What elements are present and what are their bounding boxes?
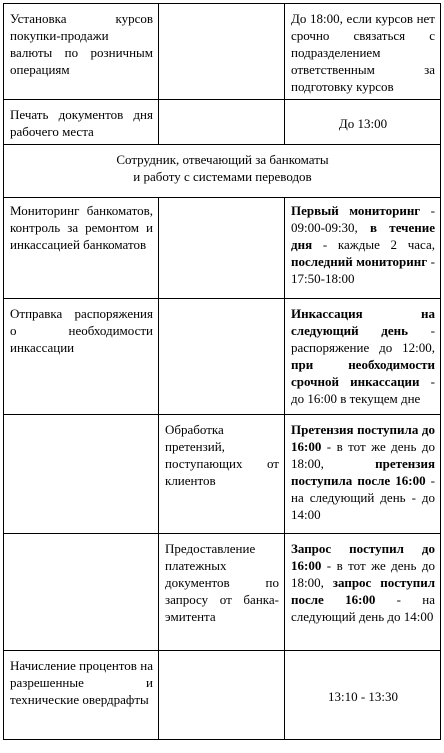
time-cell: 13:10 - 13:30 (285, 651, 441, 740)
subtask-cell: Обработка претензий, поступающих от клиентов (159, 415, 285, 534)
table-row (4, 534, 441, 651)
time-text: - на следующий день до 14:00 (291, 592, 435, 624)
time-emphasis: Запрос поступил до 16:00 (291, 541, 435, 573)
time-text: - 17:50-18:00 (291, 254, 435, 286)
subtask-cell (159, 299, 285, 415)
table-row (4, 4, 441, 100)
task-cell: Печать документов дня рабочего места (4, 100, 159, 145)
table-row (4, 651, 441, 740)
section-header-line: Сотрудник, отвечающий за банкоматы (116, 152, 329, 167)
task-cell: Отправка распоряжения о необходимости инкассации (4, 299, 159, 415)
time-cell (285, 534, 441, 651)
subtask-cell (159, 100, 285, 145)
task-cell (4, 415, 159, 534)
table-row (4, 100, 441, 145)
time-emphasis: претензия поступила после 16:00 (291, 456, 435, 488)
time-emphasis: Инкассация на следующий день (291, 306, 435, 338)
time-text: - каждые 2 часа, (312, 237, 435, 252)
schedule-table (3, 3, 441, 740)
table-row (4, 198, 441, 299)
table-row (4, 415, 441, 534)
time-emphasis: Первый мониторинг (291, 203, 421, 218)
task-cell: Установка курсов покупки-продажи валюты по розничным операциям (4, 4, 159, 100)
time-emphasis: запрос поступил после 16:00 (291, 575, 435, 607)
time-text: - до 16:00 в текущем дне (291, 374, 435, 406)
time-text: - распоряжение до 12:00, (291, 323, 435, 355)
time-emphasis: последний мониторинг (291, 254, 428, 269)
table-row (4, 299, 441, 415)
subtask-cell: Предоставление платежных документов по запросу от банка-эмитента (159, 534, 285, 651)
time-cell: До 13:00 (285, 100, 441, 145)
section-header (4, 145, 441, 198)
section-header-line: и работу с системами переводов (133, 169, 312, 184)
time-emphasis: Претензия поступила до 16:00 (291, 422, 435, 454)
subtask-cell (159, 651, 285, 740)
subtask-cell (159, 4, 285, 100)
task-cell (4, 534, 159, 651)
time-cell: До 18:00, если курсов нет срочно связаться с подразделением ответственным за подготовку курсов (285, 4, 441, 100)
task-cell: Начисление процентов на разрешенные и технические овердрафты (4, 651, 159, 740)
time-text: - на следующий день - до 14:00 (291, 473, 435, 522)
time-cell (285, 299, 441, 415)
time-text: - в тот же день до 18:00, (291, 439, 435, 471)
time-text: - в тот же день до 18:00, (291, 558, 435, 590)
section-header-row (4, 145, 441, 198)
time-cell (285, 198, 441, 299)
time-emphasis: в течение дня (291, 220, 435, 252)
time-emphasis: при необходимости срочной инкассации (291, 357, 435, 389)
time-text: - 09:00-09:30, (291, 203, 435, 235)
subtask-cell (159, 198, 285, 299)
time-cell (285, 415, 441, 534)
task-cell: Мониторинг банкоматов, контроль за ремонтом и инкассацией банкоматов (4, 198, 159, 299)
